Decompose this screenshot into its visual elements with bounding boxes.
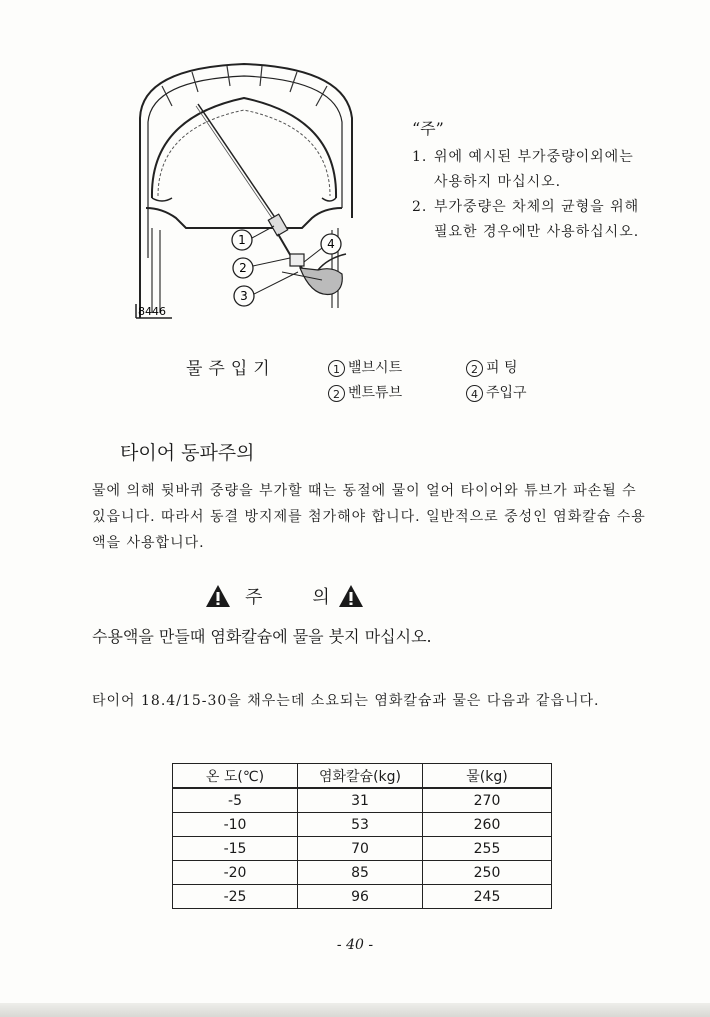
legend-item — [328, 382, 402, 402]
table-cell: 245 — [423, 885, 552, 909]
legend-label: 벤트튜브 — [348, 385, 403, 401]
table-cell: 250 — [423, 861, 552, 885]
tire-water-injector-illustration — [132, 58, 357, 330]
legend-item — [328, 357, 402, 377]
legend-number: 4 — [466, 385, 483, 402]
table-cell: -25 — [173, 885, 298, 909]
table-header-row — [173, 764, 552, 789]
table-row — [173, 813, 552, 837]
warning-title-left: 주 — [245, 587, 263, 608]
table-row — [173, 788, 552, 813]
note-item-text: 부가중량은 차체의 균형을 위해 필요한 경우에만 사용하십시오. — [434, 199, 640, 240]
legend-label: 피 팅 — [486, 360, 518, 376]
note-heading: “주” — [412, 119, 444, 138]
table-cell: -5 — [173, 788, 298, 813]
calcium-chloride-table — [172, 763, 552, 909]
scan-edge — [0, 1003, 710, 1017]
table-header: 염화칼슘(kg) — [298, 764, 423, 789]
table-cell: -10 — [173, 813, 298, 837]
warning-title-right: 의 — [312, 587, 330, 608]
table-row — [173, 861, 552, 885]
table-header: 물(kg) — [423, 764, 552, 789]
page-number: - 40 - — [336, 937, 374, 953]
table-row — [173, 837, 552, 861]
table-cell: 255 — [423, 837, 552, 861]
table-cell: 260 — [423, 813, 552, 837]
callout-1: 1 — [238, 233, 246, 247]
table-cell: -20 — [173, 861, 298, 885]
table-intro: 타이어 18.4/15-30을 채우는데 소요되는 염화칼슘과 물은 다음과 같읍니다. — [92, 693, 600, 709]
note-item-text: 위에 예시된 부가중량이외에는 사용하지 마십시오. — [434, 149, 634, 190]
table-cell: 53 — [298, 813, 423, 837]
warning-title — [205, 583, 364, 609]
callout-4: 4 — [327, 237, 335, 251]
legend-number: 2 — [466, 360, 483, 377]
table-cell: 70 — [298, 837, 423, 861]
note-item-number: 1. — [412, 149, 428, 165]
table-header: 온 도(℃) — [173, 764, 298, 789]
note-item-2 — [412, 195, 644, 245]
legend-item — [466, 357, 518, 377]
legend-label: 밸브시트 — [348, 360, 403, 376]
table-cell: 85 — [298, 861, 423, 885]
warning-triangle-icon — [205, 584, 231, 608]
table-cell: 31 — [298, 788, 423, 813]
callout-2: 2 — [239, 261, 247, 275]
section-title: 타이어 동파주의 — [120, 442, 255, 464]
section-paragraph: 물에 의해 뒷바퀴 중량을 부가할 때는 동절에 물이 얼어 타이어와 튜브가 파손될 수 있읍니다. 따라서 동결 방지제를 첨가해야 합니다. 일반적으로 중성인 염화칼슘 수용액을 사용합니다. — [92, 483, 646, 551]
legend-label: 주입구 — [486, 385, 527, 401]
legend-item — [466, 382, 527, 402]
warning-text: 수용액을 만들때 염화칼슘에 물을 붓지 마십시오. — [92, 627, 432, 646]
table-cell: 96 — [298, 885, 423, 909]
table-row — [173, 885, 552, 909]
note-item-1 — [412, 145, 644, 195]
note-item-number: 2. — [412, 199, 428, 215]
warning-triangle-icon — [338, 584, 364, 608]
callout-3: 3 — [240, 289, 248, 303]
table-cell: -15 — [173, 837, 298, 861]
figure-caption: 물주입기 — [186, 359, 276, 379]
table-cell: 270 — [423, 788, 552, 813]
legend-number: 2 — [328, 385, 345, 402]
legend-number: 1 — [328, 360, 345, 377]
figure-code: 8446 — [138, 305, 166, 318]
